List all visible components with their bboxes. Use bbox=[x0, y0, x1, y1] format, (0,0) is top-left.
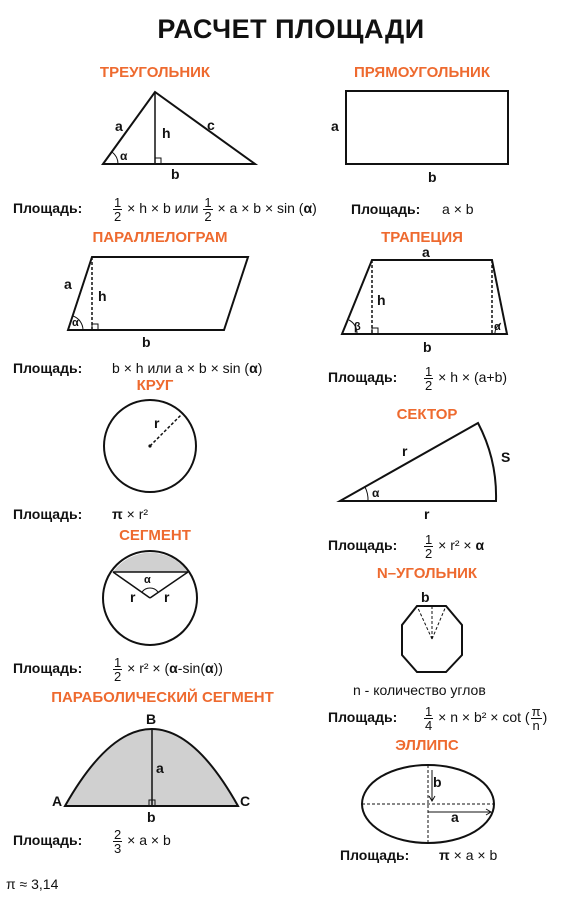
triangle-half-fraction-2: $\frac{1}{2}$ bbox=[204, 195, 212, 224]
area-label: Площадь: bbox=[328, 537, 398, 554]
parallelogram-formula-text: b × h или a × b × sin ( bbox=[112, 360, 250, 376]
parallelogram-formula-alpha: α bbox=[249, 360, 258, 376]
segment-heading: СЕГМЕНТ bbox=[119, 527, 191, 544]
parabolic-label-C: C bbox=[240, 793, 251, 809]
rectangle-figure bbox=[331, 91, 508, 185]
trapezoid-formula bbox=[328, 365, 507, 392]
ngon-note: n - количество углов bbox=[353, 682, 486, 698]
sector-formula-text: × r² × bbox=[438, 537, 472, 554]
circle-formula-text: × r² bbox=[126, 506, 149, 522]
circle-formula bbox=[13, 506, 148, 522]
sector-label-s: S bbox=[501, 449, 511, 465]
parallelogram-formula-end: ) bbox=[257, 360, 263, 376]
triangle-label-b: b bbox=[171, 166, 180, 182]
ngon-label-b: b bbox=[421, 589, 430, 605]
parallelogram-formula bbox=[13, 360, 262, 376]
trapezoid-label-a: a bbox=[422, 244, 430, 260]
segment-label-r-left: r bbox=[130, 589, 136, 605]
segment-formula-end: )) bbox=[213, 660, 223, 677]
ngon-quarter-fraction: $\frac{1}{4}$ bbox=[425, 704, 433, 733]
circle-formula-pi: π bbox=[112, 506, 123, 522]
segment-formula-mid: -sin( bbox=[177, 660, 206, 677]
ellipse-formula bbox=[340, 847, 497, 863]
triangle-formula-end: ) bbox=[312, 200, 317, 217]
trapezoid-label-b: b bbox=[423, 339, 432, 355]
segment-label-r-right: r bbox=[164, 589, 170, 605]
ngon-pi-over-n-fraction: $\frac{\pi}{n}$ bbox=[531, 704, 541, 733]
parallelogram-label-a: a bbox=[64, 276, 72, 292]
sector-label-r-bottom: r bbox=[424, 506, 430, 522]
segment-formula-alpha-2: α bbox=[205, 660, 214, 677]
page-title: РАСЧЕТ ПЛОЩАДИ bbox=[157, 14, 425, 44]
ellipse-label-a: a bbox=[451, 809, 459, 825]
parabolic-formula bbox=[13, 828, 171, 855]
segment-formula-text: × r² × ( bbox=[127, 660, 170, 677]
triangle-angle-alpha: α bbox=[120, 149, 128, 163]
rectangle-formula bbox=[351, 201, 474, 217]
triangle-formula-alpha: α bbox=[303, 200, 313, 217]
circle-figure bbox=[104, 400, 196, 492]
rectangle-label-a: a bbox=[331, 118, 339, 134]
circle-heading: КРУГ bbox=[136, 377, 174, 394]
ngon-heading: N–УГОЛЬНИК bbox=[376, 565, 478, 582]
parabolic-formula-text: × a × b bbox=[127, 832, 171, 849]
ngon-formula-end: ) bbox=[542, 709, 548, 726]
ellipse-label-b: b bbox=[433, 774, 442, 790]
sector-figure bbox=[340, 423, 510, 522]
parabolic-figure bbox=[52, 711, 250, 825]
circle-label-r: r bbox=[154, 415, 160, 431]
triangle-formula-part1: × h × b или bbox=[127, 200, 203, 217]
area-label: Площадь: bbox=[328, 709, 398, 726]
triangle-figure bbox=[103, 92, 255, 182]
parabolic-heading: ПАРАБОЛИЧЕСКИЙ СЕГМЕНТ bbox=[51, 689, 274, 706]
segment-figure bbox=[103, 551, 197, 645]
area-label: Площадь: bbox=[13, 360, 83, 376]
segment-half-fraction: $\frac{1}{2}$ bbox=[114, 655, 122, 684]
area-label: Площадь: bbox=[13, 660, 83, 677]
ngon-formula-text: × n × b² × cot ( bbox=[438, 709, 530, 726]
area-label: Площадь: bbox=[13, 832, 83, 849]
parallelogram-heading: ПАРАЛЛЕЛОГРАМ bbox=[92, 229, 228, 246]
parallelogram-figure bbox=[64, 257, 248, 350]
sector-formula-alpha: α bbox=[475, 537, 485, 554]
rectangle-label-b: b bbox=[428, 169, 437, 185]
trapezoid-label-h: h bbox=[377, 292, 386, 308]
area-label: Площадь: bbox=[340, 847, 410, 863]
trapezoid-formula-text: × h × (a+b) bbox=[438, 369, 508, 386]
trapezoid-half-fraction: $\frac{1}{2}$ bbox=[425, 364, 433, 393]
parallelogram-label-b: b bbox=[142, 334, 151, 350]
area-label: Площадь: bbox=[351, 201, 421, 217]
ngon-formula bbox=[328, 705, 547, 732]
trapezoid-figure bbox=[342, 244, 507, 355]
ngon-figure bbox=[402, 589, 462, 672]
triangle-formula-part2: × a × b × sin ( bbox=[217, 200, 304, 217]
triangle-label-a: a bbox=[115, 118, 123, 134]
parallelogram-angle-alpha: α bbox=[72, 317, 79, 329]
trapezoid-angle-alpha: α bbox=[494, 321, 501, 333]
segment-angle-alpha: α bbox=[144, 574, 151, 586]
rectangle-heading: ПРЯМОУГОЛЬНИК bbox=[354, 64, 490, 81]
sector-label-r-top: r bbox=[402, 443, 408, 459]
triangle-label-c: c bbox=[207, 117, 215, 133]
triangle-formula bbox=[13, 196, 317, 223]
area-label: Площадь: bbox=[13, 200, 83, 217]
triangle-label-h: h bbox=[162, 125, 171, 141]
trapezoid-angle-beta: β bbox=[354, 321, 361, 333]
parallelogram-label-h: h bbox=[98, 288, 107, 304]
parabolic-label-a: a bbox=[156, 760, 164, 776]
rectangle-formula-text: a × b bbox=[442, 201, 474, 217]
area-label: Площадь: bbox=[13, 506, 83, 522]
sector-half-fraction: $\frac{1}{2}$ bbox=[425, 532, 433, 561]
ellipse-formula-pi: π bbox=[439, 847, 450, 863]
triangle-half-fraction: $\frac{1}{2}$ bbox=[114, 195, 122, 224]
triangle-heading: ТРЕУГОЛЬНИК bbox=[99, 64, 211, 81]
parabolic-label-B: B bbox=[146, 711, 157, 727]
ellipse-formula-text: × a × b bbox=[453, 847, 498, 863]
parabolic-label-A: A bbox=[52, 793, 63, 809]
segment-formula-alpha-1: α bbox=[169, 660, 178, 677]
segment-formula bbox=[13, 656, 223, 683]
sector-heading: СЕКТОР bbox=[396, 406, 458, 423]
sector-formula bbox=[328, 533, 484, 560]
sector-angle-alpha: α bbox=[372, 486, 380, 500]
parabolic-label-b: b bbox=[147, 809, 156, 825]
pi-approximation-note: π ≈ 3,14 bbox=[6, 876, 59, 892]
trapezoid-heading: ТРАПЕЦИЯ bbox=[381, 229, 463, 246]
ellipse-heading: ЭЛЛИПС bbox=[395, 737, 459, 754]
parabolic-fraction: $\frac{2}{3}$ bbox=[114, 827, 122, 856]
ellipse-figure bbox=[362, 765, 494, 843]
area-label: Площадь: bbox=[328, 369, 398, 386]
